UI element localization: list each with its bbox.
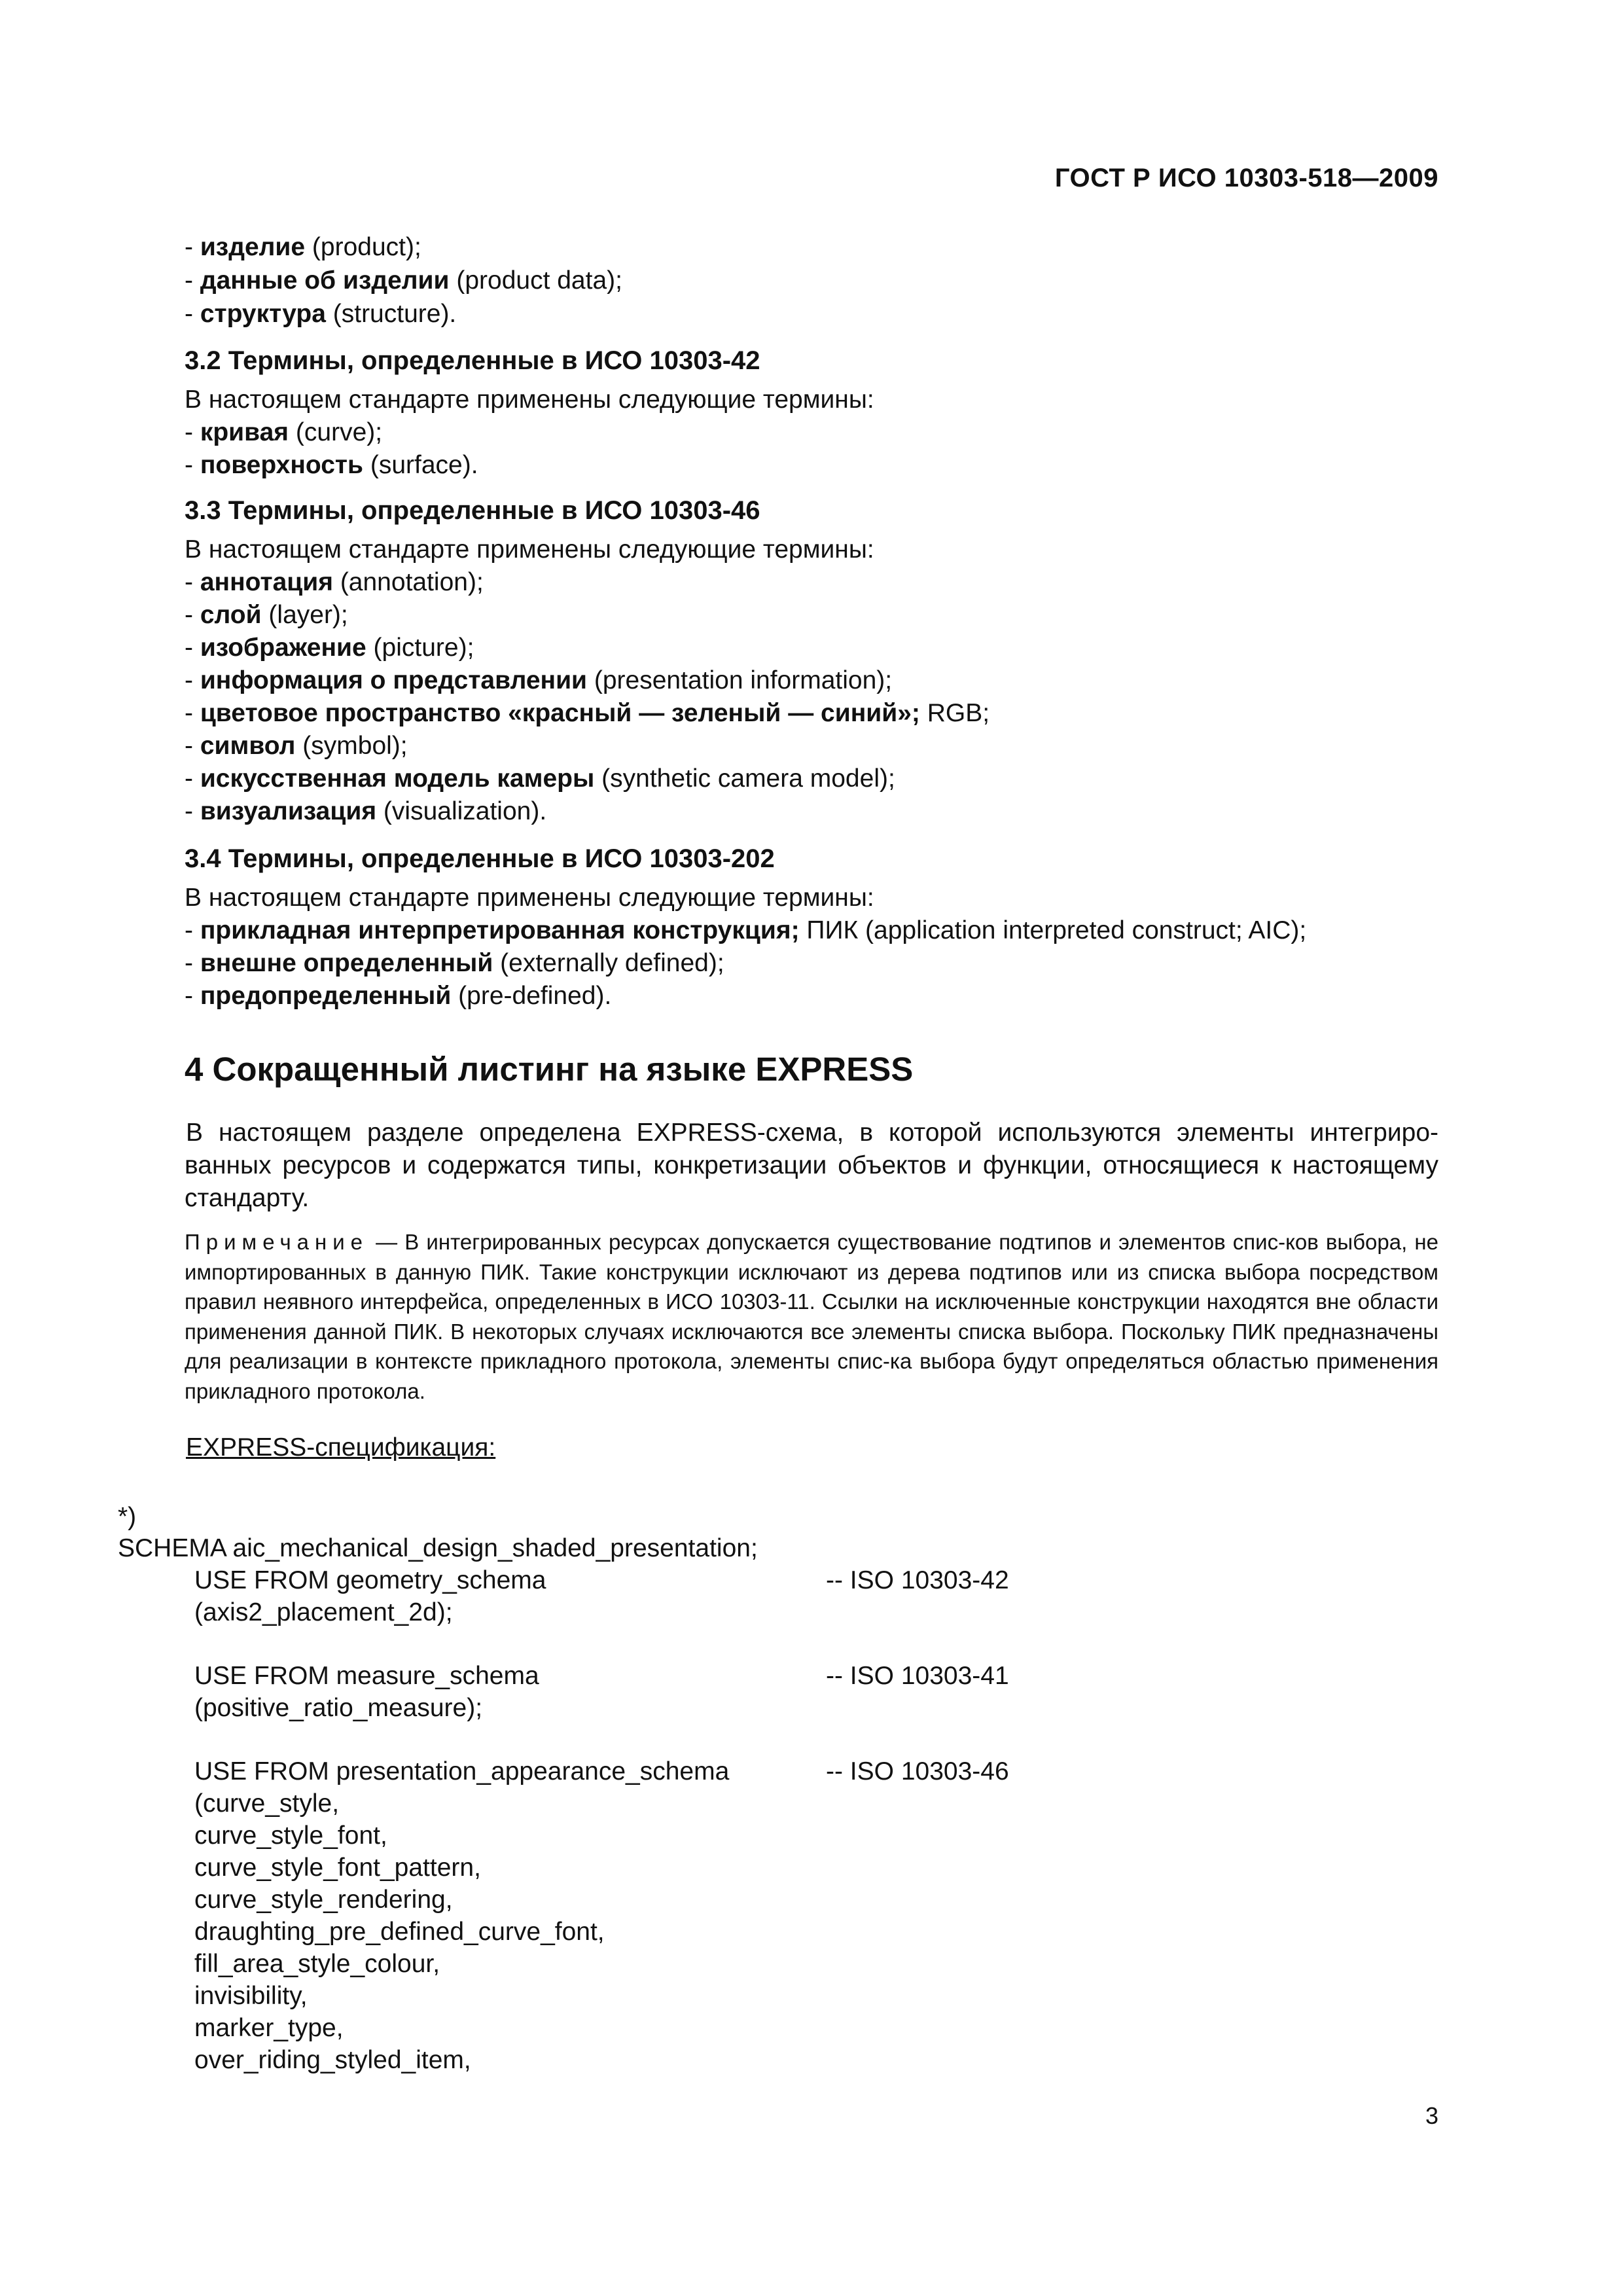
document-header: ГОСТ Р ИСО 10303-518—2009 [1054,164,1438,192]
code-item: (curve_style, [194,1789,340,1818]
section-3-3-title: 3.3 Термины, определенные в ИСО 10303-46 [185,496,760,525]
section-3-4-intro: В настоящем стандарте применены следующие термины: [185,884,874,912]
code-item: over_riding_styled_item, [194,2046,471,2074]
section-4-paragraph: В настоящем разделе определена EXPRESS-схема, в которой используются элементы интегриро-ванных ресурсов и содержатся типы, конкретизации объектов и функции, относящиеся к настоящему стандарту. [185,1119,1438,1212]
code-use-geometry-args: (axis2_placement_2d); [194,1598,453,1626]
list-item: - искусственная модель камеры (synthetic camera model); [185,764,895,793]
list-item: - поверхность (surface). [185,451,478,479]
code-use-geometry: USE FROM geometry_schema [194,1566,546,1594]
list-item: - кривая (curve); [185,418,383,446]
section-4-note [185,1227,1438,1406]
code-item: fill_area_style_colour, [194,1950,440,1978]
section-4-title: 4 Сокращенный листинг на языке EXPRESS [185,1050,914,1088]
code-item: draughting_pre_defined_curve_font, [194,1918,605,1946]
list-item: - изделие (product); [185,233,421,261]
list-item: - аннотация (annotation); [185,568,484,596]
list-item: - внешне определенный (externally defined); [185,949,724,977]
code-use-measure-args: (positive_ratio_measure); [194,1694,483,1722]
list-item: - предопределенный (pre-defined). [185,982,612,1010]
section-3-4-title: 3.4 Термины, определенные в ИСО 10303-202 [185,844,775,873]
list-item: - данные об изделии (product data); [185,266,622,295]
section-3-3-intro: В настоящем стандарте применены следующие термины: [185,535,874,564]
code-ref-geometry: -- ISO 10303-42 [826,1566,1009,1594]
list-item: - структура (structure). [185,300,457,328]
code-schema-line: SCHEMA aic_mechanical_design_shaded_presentation; [118,1534,758,1562]
list-item: - изображение (picture); [185,634,474,662]
list-item: - слой (layer); [185,601,348,629]
code-item: curve_style_rendering, [194,1886,453,1914]
code-use-measure: USE FROM measure_schema [194,1662,539,1690]
list-item: - цветовое пространство «красный — зеленый — синий»; RGB; [185,699,990,727]
code-item: marker_type, [194,2014,344,2042]
section-3-2-intro: В настоящем стандарте применены следующие термины: [185,386,874,414]
code-ref-presentation: -- ISO 10303-46 [826,1757,1009,1785]
code-use-presentation: USE FROM presentation_appearance_schema [194,1757,730,1785]
code-ref-measure: -- ISO 10303-41 [826,1662,1009,1690]
section-3-2-title: 3.2 Термины, определенные в ИСО 10303-42 [185,346,760,375]
code-item: curve_style_font_pattern, [194,1854,481,1882]
code-item: invisibility, [194,1982,308,2010]
list-item: - визуализация (visualization). [185,797,547,825]
express-spec-label: EXPRESS-спецификация: [186,1433,496,1462]
list-item: - прикладная интерпретированная конструкция; ПИК (application interpreted construct; AIC); [185,916,1307,944]
note-label: Примечание [185,1230,369,1254]
list-item: - символ (symbol); [185,732,408,760]
note-text: — В интегрированных ресурсах допускается существование подтипов и элементов спис-ков выбора, не импортированных в данную ПИК. Такие конструкции исключают из дерева подтипов или из списка выбора посредством правил неявного интерфейса, определенных в ИСО 10303-11. Ссылки на исключенные конструкции находятся вне области применения данной ПИК. В некоторых случаях исключаются все элементы списка выбора. Поскольку ПИК предназначены для реализации в контексте прикладного протокола, элементы спис-ка выбора будут определяться областью применения прикладного протокола. [185,1230,1438,1403]
page-number: 3 [1425,2102,1438,2129]
code-item: curve_style_font, [194,1821,387,1850]
code-open-comment: *) [118,1503,137,1531]
list-item: - информация о представлении (presentation information); [185,666,893,694]
